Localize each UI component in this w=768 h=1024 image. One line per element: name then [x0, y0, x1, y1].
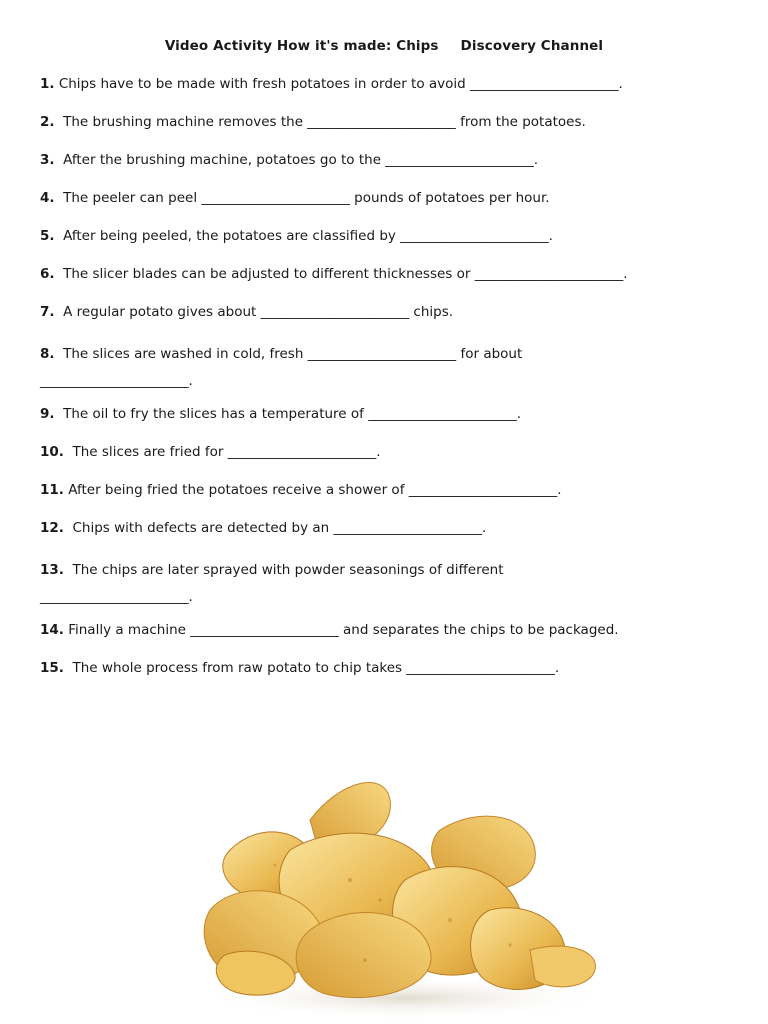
question-text: A regular potato gives about ______________________ chips.	[54, 304, 454, 320]
question-number: 2.	[40, 114, 55, 130]
question-number: 9.	[40, 406, 55, 422]
question-1	[40, 75, 740, 94]
question-list	[40, 75, 740, 678]
question-11	[40, 481, 740, 500]
question-number: 4.	[40, 190, 55, 206]
question-14	[40, 621, 740, 640]
question-number: 13.	[40, 562, 64, 578]
worksheet-title-main: Video Activity How it's made: Chips	[164, 38, 439, 54]
question-15	[40, 659, 740, 678]
question-text: The slicer blades can be adjusted to different thicknesses or ______________________.	[54, 266, 628, 282]
question-text: The peeler can peel ______________________ pounds of potatoes per hour.	[54, 190, 550, 206]
question-text: Chips with defects are detected by an ______________________.	[63, 520, 487, 536]
question-8	[40, 341, 600, 395]
question-text: The oil to fry the slices has a temperature of ______________________.	[54, 406, 521, 422]
question-number: 12.	[40, 520, 64, 536]
question-4	[40, 189, 740, 208]
question-number: 6.	[40, 266, 55, 282]
question-text: Finally a machine ______________________ and separates the chips to be packaged.	[63, 622, 619, 638]
question-text: The slices are fried for ______________________.	[63, 444, 381, 460]
question-12	[40, 519, 740, 538]
question-6	[40, 265, 740, 284]
question-number: 11.	[40, 482, 64, 498]
question-text: Chips have to be made with fresh potatoes in order to avoid ______________________.	[54, 76, 623, 92]
question-text: The whole process from raw potato to chip takes ______________________.	[63, 660, 560, 676]
question-text: The chips are later sprayed with powder seasonings of different ______________________.	[40, 562, 508, 605]
potato-chips-photo	[190, 760, 620, 1020]
question-3	[40, 151, 740, 170]
question-text: After being peeled, the potatoes are classified by ______________________.	[54, 228, 553, 244]
question-number: 15.	[40, 660, 64, 676]
question-13	[40, 557, 600, 611]
question-text: After being fried the potatoes receive a shower of ______________________.	[63, 482, 562, 498]
question-number: 1.	[40, 76, 55, 92]
question-5	[40, 227, 740, 246]
question-9	[40, 405, 740, 424]
question-number: 5.	[40, 228, 55, 244]
worksheet-title-source: Discovery Channel	[460, 38, 604, 54]
question-number: 3.	[40, 152, 55, 168]
question-10	[40, 443, 740, 462]
question-number: 7.	[40, 304, 55, 320]
worksheet-title	[0, 38, 768, 54]
question-text: The slices are washed in cold, fresh ______________________ for about ______________________.	[40, 346, 527, 389]
question-2	[40, 113, 740, 132]
question-7	[40, 303, 740, 322]
question-number: 10.	[40, 444, 64, 460]
question-number: 8.	[40, 346, 55, 362]
question-number: 14.	[40, 622, 64, 638]
question-text: After the brushing machine, potatoes go to the ______________________.	[54, 152, 539, 168]
question-text: The brushing machine removes the ______________________ from the potatoes.	[54, 114, 586, 130]
